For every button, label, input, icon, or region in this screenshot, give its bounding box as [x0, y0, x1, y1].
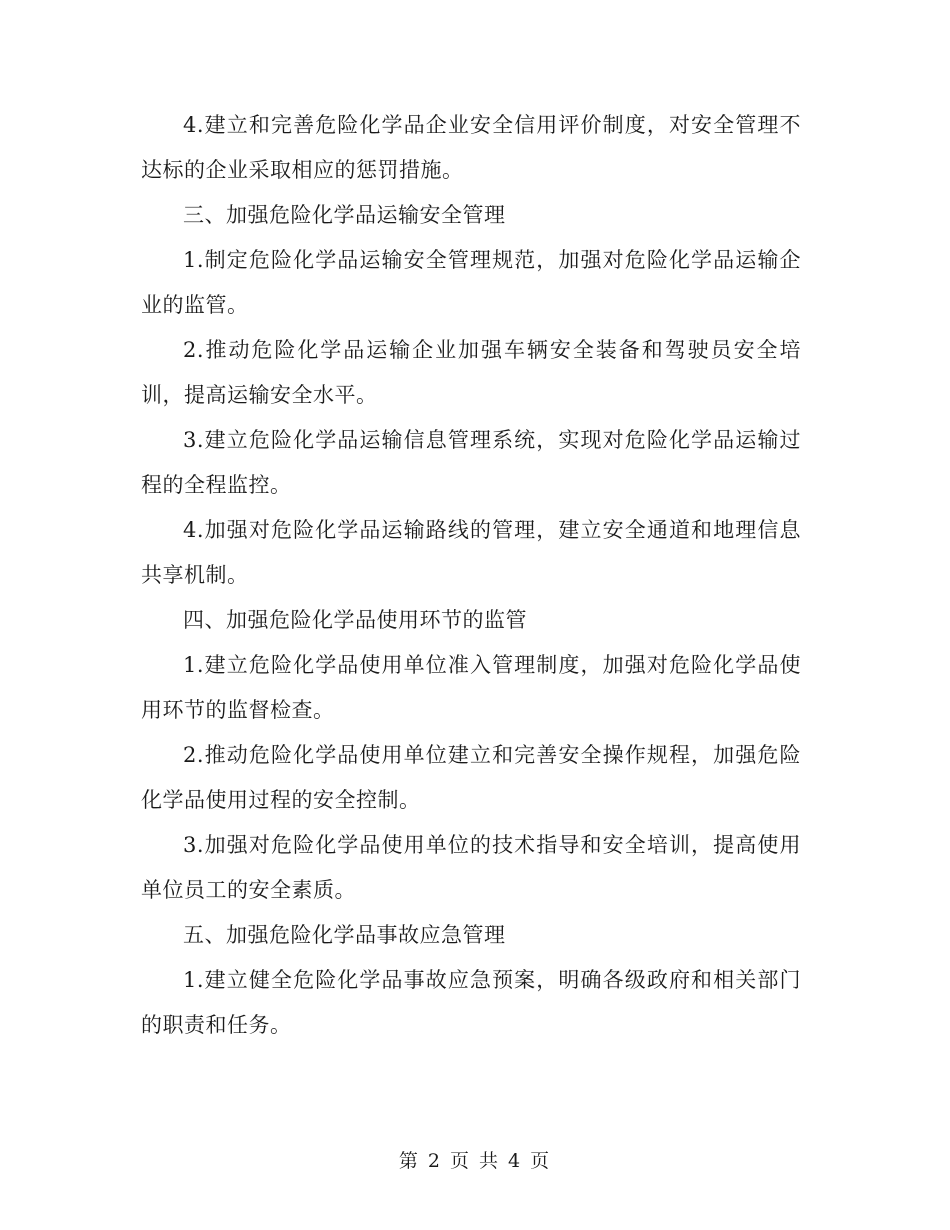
section-heading-emergency: 五、加强危险化学品事故应急管理 [183, 923, 506, 947]
paragraph-item-1-access-system: 1.建立危险化学品使用单位准入管理制度，加强对危险化学品使用环节的监督检查。 [141, 653, 801, 722]
section-heading-usage: 四、加强危险化学品使用环节的监管 [183, 608, 527, 632]
paragraph-item-3-info-system: 3.建立危险化学品运输信息管理系统，实现对危险化学品运输过程的全程监控。 [141, 428, 801, 497]
document-body [141, 103, 801, 1048]
paragraph-item-4-credit-evaluation: 4.建立和完善危险化学品企业安全信用评价制度，对安全管理不达标的企业采取相应的惩罚措施。 [141, 113, 801, 182]
paragraph-item-2-operating-rules: 2.推动危险化学品使用单位建立和完善安全操作规程，加强危险化学品使用过程的安全控制。 [141, 743, 801, 812]
paragraph-item-1-emergency-plan: 1.建立健全危险化学品事故应急预案，明确各级政府和相关部门的职责和任务。 [141, 968, 801, 1037]
paragraph-item-1-transport-norms: 1.制定危险化学品运输安全管理规范，加强对危险化学品运输企业的监管。 [141, 248, 801, 317]
paragraph-item-3-technical-guidance: 3.加强对危险化学品使用单位的技术指导和安全培训，提高使用单位员工的安全素质。 [141, 833, 801, 902]
page-number-footer: 第 2 页 共 4 页 [398, 1150, 552, 1172]
paragraph-item-4-route-management: 4.加强对危险化学品运输路线的管理，建立安全通道和地理信息共享机制。 [141, 518, 801, 587]
section-heading-transport: 三、加强危险化学品运输安全管理 [183, 203, 506, 227]
paragraph-item-2-vehicle-training: 2.推动危险化学品运输企业加强车辆安全装备和驾驶员安全培训，提高运输安全水平。 [141, 338, 801, 407]
